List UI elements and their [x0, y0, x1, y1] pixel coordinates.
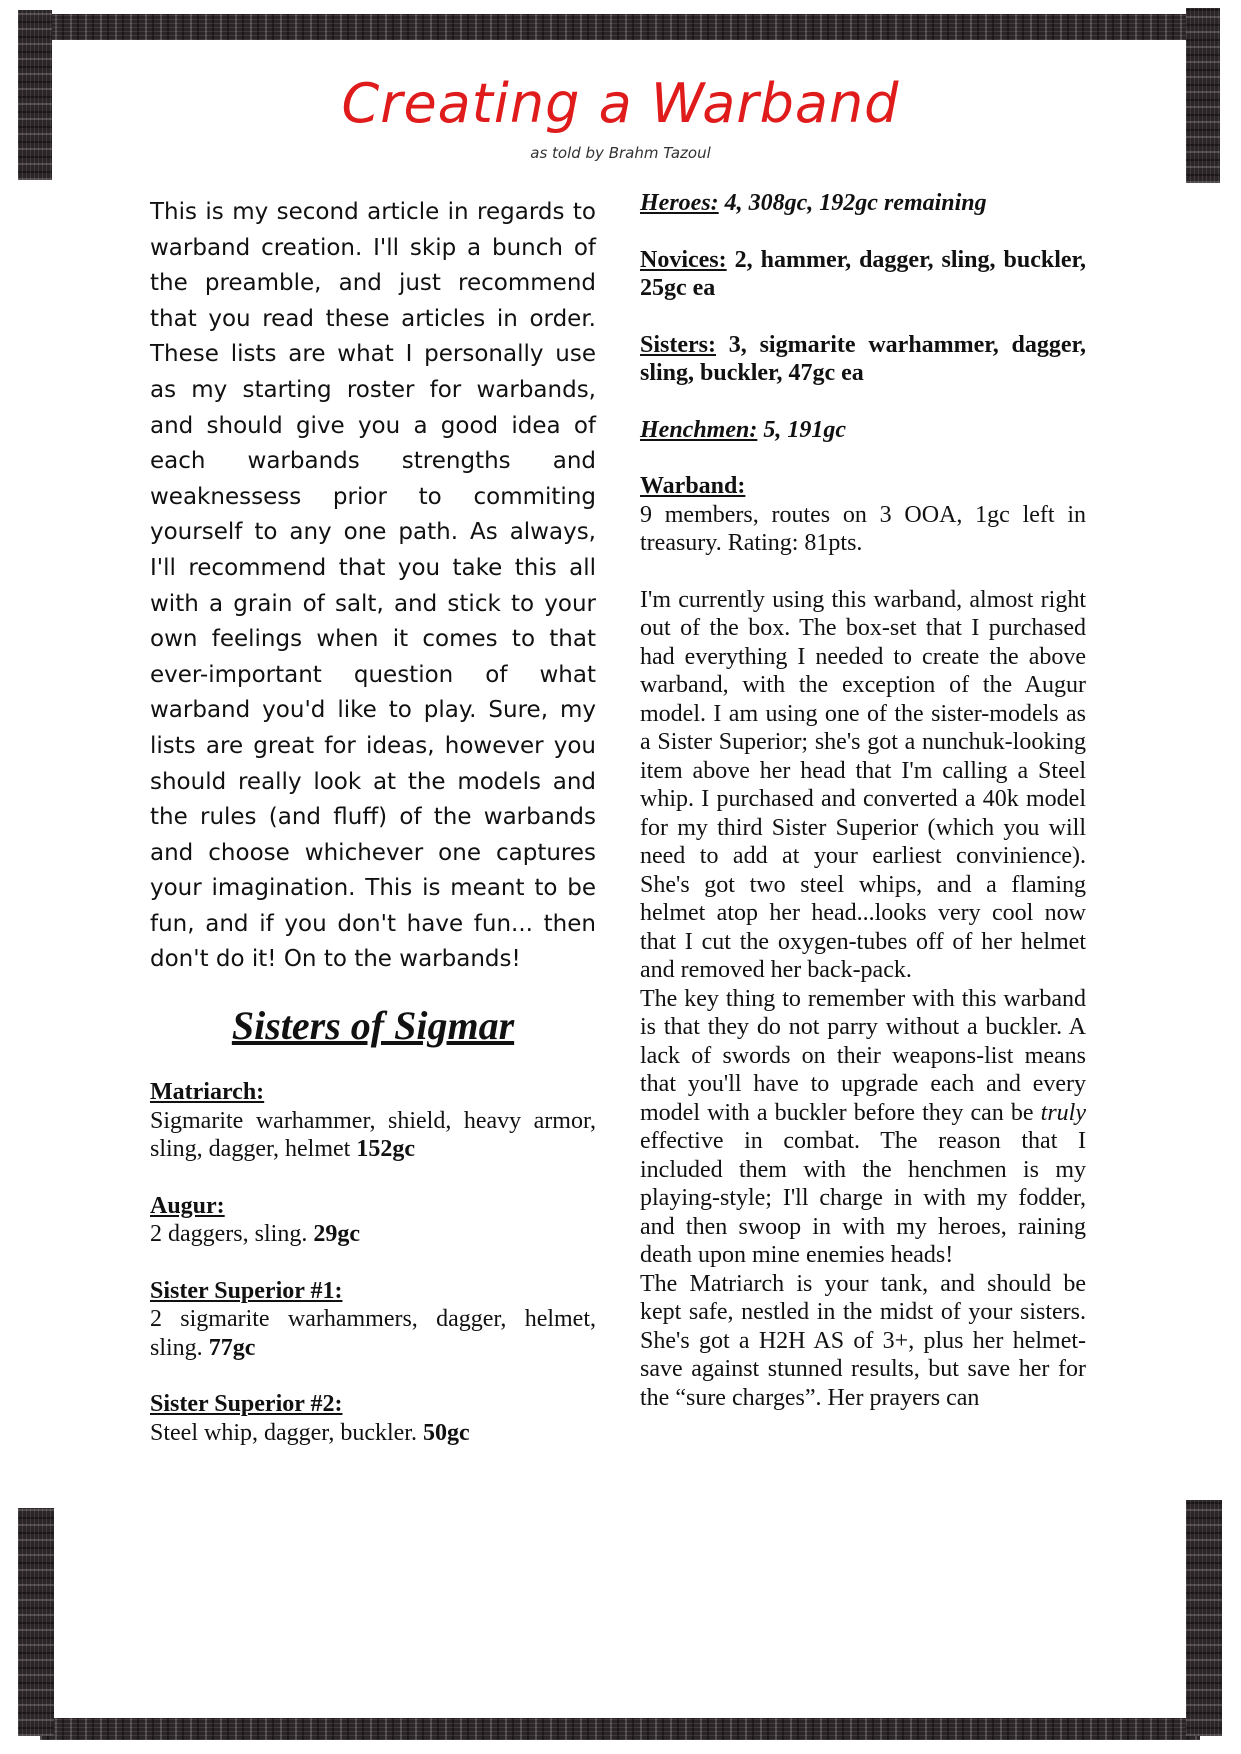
warband-summary — [640, 472, 1086, 558]
paragraph-2-b: effective in combat. The reason that I included them with the henchmen is my playing-style; I'll charge in with my fodder, and then swoop in with my heroes, raining death upon mine enemies heads! — [640, 1128, 1086, 1268]
sisters-line — [640, 331, 1086, 388]
novices-line — [640, 246, 1086, 303]
entry-label: Sister Superior #1: — [150, 1277, 343, 1304]
right-column — [640, 189, 1086, 1412]
entry-label: Augur: — [150, 1192, 225, 1219]
entry-text: Steel whip, dagger, buckler. — [150, 1419, 423, 1446]
frame-bottom — [40, 1718, 1200, 1740]
entry-augur — [150, 1192, 596, 1249]
paragraph-2 — [640, 985, 1086, 1270]
heroes-label: Heroes: — [640, 190, 719, 216]
heroes-line — [640, 189, 1086, 218]
entry-text: Sigmarite warhammer, shield, heavy armor, sling, dagger, helmet — [150, 1107, 596, 1162]
frame-bottom-left — [18, 1508, 54, 1736]
intro-paragraph: This is my second article in regards to warband creation. I'll skip a bunch of the preamble, and just recommend that you read these articles in order. These lists are what I personally use as my starting roster for warbands, and should give you a good idea of each warbands strengths and weaknessess prior to commiting yourself to any one path. As always, I'll recommend that you take this all with a grain of salt, and stick to your own feelings when it comes to that ever-important question of what warband you'd like to play. Sure, my lists are great for ideas, however you should really look at the models and the rules (and fluff) of the warbands and choose whichever one captures your imagination. This is meant to be fun, and if you don't have fun... then don't do it! On to the warbands! — [150, 199, 596, 973]
frame-top — [40, 14, 1200, 40]
entry-text: 2 daggers, sling. — [150, 1221, 314, 1247]
henchmen-text: 5, 191gc — [757, 416, 846, 443]
henchmen-label: Henchmen: — [640, 416, 758, 443]
entry-cost: 50gc — [422, 1419, 470, 1446]
entry-sister-superior-1 — [150, 1277, 596, 1363]
entry-cost: 152gc — [356, 1136, 415, 1162]
paragraph-2-emphasis: truly — [1040, 1099, 1086, 1126]
warband-text: 9 members, routes on 3 OOA, 1gc left in treasury. Rating: 81pts. — [640, 501, 1086, 556]
page-title: Creating a Warband — [341, 72, 900, 135]
byline: as told by Brahm Tazoul — [530, 144, 711, 162]
novices-text: 2, hammer, dagger, sling, buckler, 25gc ea — [640, 246, 1086, 301]
novices-label: Novices: — [640, 246, 727, 273]
warband-label: Warband: — [640, 473, 746, 499]
paragraph-3: The Matriarch is your tank, and should be kept safe, nestled in the midst of your sisters. She's got a H2H AS of 3+, plus her helmet-save against stunned results, but save her for the “sure charges”. Her prayers can — [640, 1270, 1086, 1411]
entry-text: 2 sigmarite warhammers, dagger, helmet, sling. — [150, 1306, 596, 1361]
entry-label: Sister Superior #2: — [150, 1391, 343, 1417]
paragraph-1: I'm currently using this warband, almost right out of the box. The box-set that I purchased had everything I needed to create the above warband, with the exception of the Augur model. I am using one of the sister-models as a Sister Superior; she's got a nunchuk-looking item above her head that I'm calling a Steel whip. I purchased and converted a 40k model for my third Sister Superior (which you will need to add at your earliest convinience). She's got two steel whips, and a flaming helmet atop her head...looks very cool now that I cut the oxygen-tubes off of her helmet and removed her back-pack. — [640, 586, 1086, 983]
entry-sister-superior-2 — [150, 1390, 596, 1447]
entry-cost: 77gc — [208, 1334, 256, 1361]
sisters-label: Sisters: — [640, 331, 716, 358]
section-heading: Sisters of Sigmar — [231, 1003, 515, 1048]
paragraph-2-a: The key thing to remember with this warband is that they do not parry without a buckler. A lack of swords on their weapons-list means that you'll have to upgrade each and every model with a buckler before they can be — [640, 985, 1086, 1126]
entry-matriarch — [150, 1078, 596, 1164]
sisters-text: 3, sigmarite warhammer, dagger, sling, buckler, 47gc ea — [640, 331, 1086, 386]
heroes-text: 4, 308gc, 192gc remaining — [718, 190, 987, 216]
henchmen-line — [640, 416, 1086, 445]
entry-label: Matriarch: — [150, 1079, 265, 1105]
frame-bottom-right — [1186, 1500, 1222, 1736]
hero-list — [150, 1078, 596, 1475]
entry-cost: 29gc — [313, 1221, 360, 1247]
